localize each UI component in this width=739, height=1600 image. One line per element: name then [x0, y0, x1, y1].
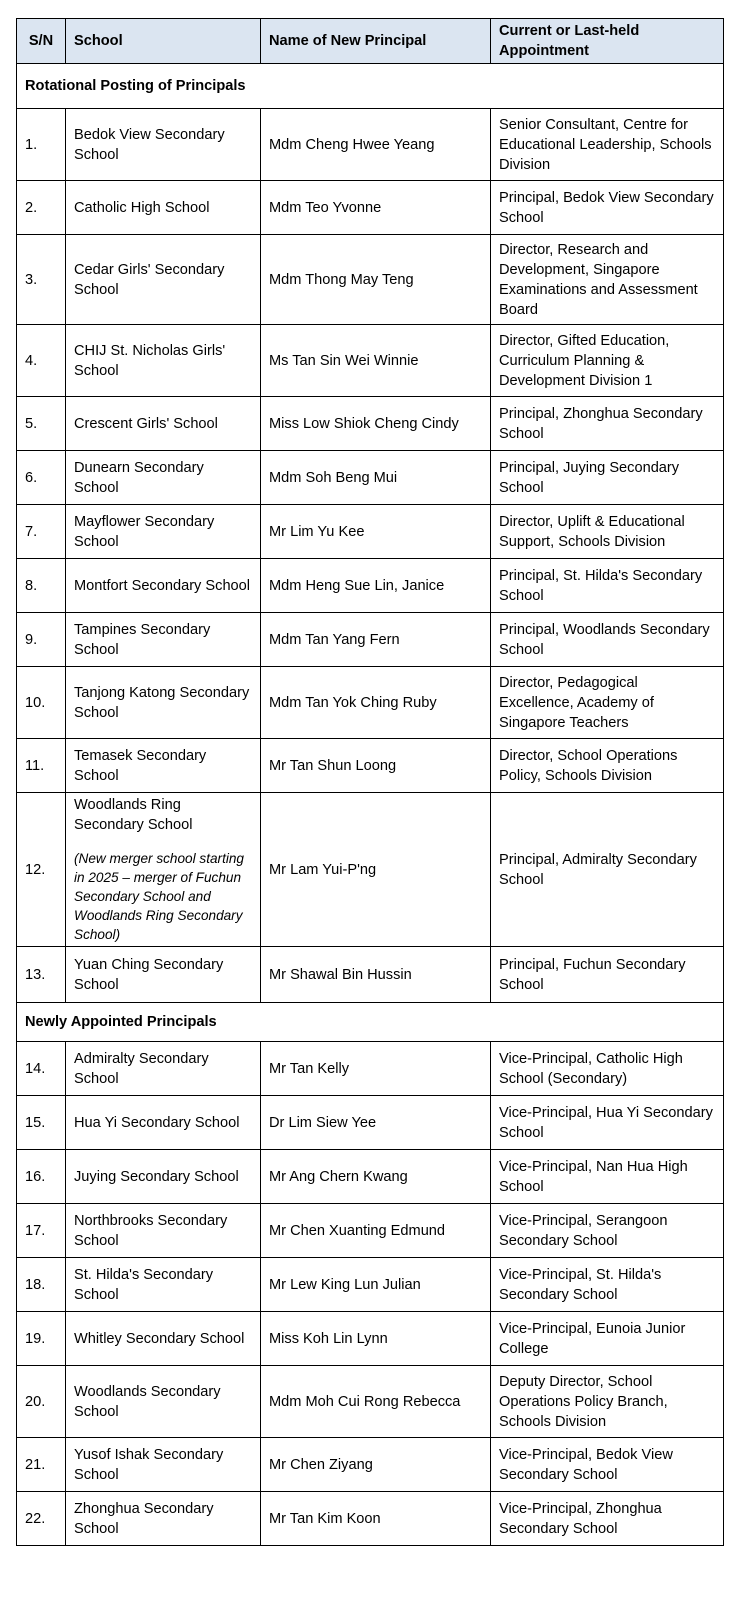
cell-appointment: Principal, Bedok View Secondary School: [491, 181, 724, 235]
table-header: [17, 19, 724, 64]
header-row: [17, 19, 724, 64]
cell-appointment: Director, Gifted Education, Curriculum Planning & Development Division 1: [491, 325, 724, 397]
cell-appointment: Principal, Admiralty Secondary School: [491, 793, 724, 947]
cell-sn: 1.: [17, 109, 66, 181]
cell-sn: 14.: [17, 1042, 66, 1096]
cell-principal: Mr Tan Kelly: [261, 1042, 491, 1096]
header-principal: Name of New Principal: [261, 19, 491, 64]
cell-principal: Mr Lam Yui-P'ng: [261, 793, 491, 947]
cell-school: Crescent Girls' School: [66, 397, 261, 451]
cell-sn: 5.: [17, 397, 66, 451]
cell-school: Dunearn Secondary School: [66, 451, 261, 505]
cell-principal: Mr Lew King Lun Julian: [261, 1258, 491, 1312]
table-row: [17, 1438, 724, 1492]
cell-principal: Mr Tan Shun Loong: [261, 739, 491, 793]
cell-principal: Miss Koh Lin Lynn: [261, 1312, 491, 1366]
table-row: [17, 109, 724, 181]
cell-sn: 19.: [17, 1312, 66, 1366]
table-row: [17, 235, 724, 325]
cell-appointment: Director, Pedagogical Excellence, Academy of Singapore Teachers: [491, 667, 724, 739]
cell-sn: 22.: [17, 1492, 66, 1546]
cell-appointment: Senior Consultant, Centre for Educational Leadership, Schools Division: [491, 109, 724, 181]
cell-principal: Mr Shawal Bin Hussin: [261, 947, 491, 1003]
cell-appointment: Principal, St. Hilda's Secondary School: [491, 559, 724, 613]
header-school: School: [66, 19, 261, 64]
cell-appointment: Principal, Fuchun Secondary School: [491, 947, 724, 1003]
school-name: Woodlands Ring Secondary School: [74, 797, 193, 833]
cell-school: Whitley Secondary School: [66, 1312, 261, 1366]
table-row: [17, 667, 724, 739]
cell-principal: Mr Chen Ziyang: [261, 1438, 491, 1492]
cell-principal: Mr Chen Xuanting Edmund: [261, 1204, 491, 1258]
cell-sn: 16.: [17, 1150, 66, 1204]
cell-sn: 7.: [17, 505, 66, 559]
cell-sn: 13.: [17, 947, 66, 1003]
cell-principal: Miss Low Shiok Cheng Cindy: [261, 397, 491, 451]
cell-sn: 2.: [17, 181, 66, 235]
cell-sn: 8.: [17, 559, 66, 613]
cell-principal: Mdm Teo Yvonne: [261, 181, 491, 235]
cell-sn: 15.: [17, 1096, 66, 1150]
section-row: [17, 64, 724, 109]
cell-school: Yusof Ishak Secondary School: [66, 1438, 261, 1492]
cell-school: Catholic High School: [66, 181, 261, 235]
table-row: [17, 181, 724, 235]
cell-school: Yuan Ching Secondary School: [66, 947, 261, 1003]
cell-principal: Mdm Moh Cui Rong Rebecca: [261, 1366, 491, 1438]
cell-appointment: Principal, Zhonghua Secondary School: [491, 397, 724, 451]
cell-school: Zhonghua Secondary School: [66, 1492, 261, 1546]
cell-school: Bedok View Secondary School: [66, 109, 261, 181]
table-row: [17, 1492, 724, 1546]
cell-principal: Mr Ang Chern Kwang: [261, 1150, 491, 1204]
cell-appointment: Director, School Operations Policy, Schools Division: [491, 739, 724, 793]
cell-appointment: Vice-Principal, Eunoia Junior College: [491, 1312, 724, 1366]
cell-school: Juying Secondary School: [66, 1150, 261, 1204]
cell-school: St. Hilda's Secondary School: [66, 1258, 261, 1312]
cell-appointment: Vice-Principal, Catholic High School (Secondary): [491, 1042, 724, 1096]
section-title: Rotational Posting of Principals: [17, 64, 724, 109]
header-sn: S/N: [17, 19, 66, 64]
table-row: [17, 793, 724, 947]
cell-principal: Mr Lim Yu Kee: [261, 505, 491, 559]
table-row: [17, 325, 724, 397]
cell-school: Montfort Secondary School: [66, 559, 261, 613]
cell-principal: Mdm Tan Yang Fern: [261, 613, 491, 667]
cell-appointment: Vice-Principal, Hua Yi Secondary School: [491, 1096, 724, 1150]
section-row: [17, 1003, 724, 1042]
table-row: [17, 451, 724, 505]
cell-school: Temasek Secondary School: [66, 739, 261, 793]
cell-sn: 10.: [17, 667, 66, 739]
table-row: [17, 613, 724, 667]
cell-sn: 4.: [17, 325, 66, 397]
cell-principal: Mr Tan Kim Koon: [261, 1492, 491, 1546]
cell-school: Cedar Girls' Secondary School: [66, 235, 261, 325]
table-row: [17, 1204, 724, 1258]
cell-school: CHIJ St. Nicholas Girls' School: [66, 325, 261, 397]
cell-principal: Dr Lim Siew Yee: [261, 1096, 491, 1150]
cell-appointment: Principal, Juying Secondary School: [491, 451, 724, 505]
cell-school: Hua Yi Secondary School: [66, 1096, 261, 1150]
cell-appointment: Vice-Principal, Zhonghua Secondary School: [491, 1492, 724, 1546]
cell-principal: Mdm Heng Sue Lin, Janice: [261, 559, 491, 613]
table-row: [17, 397, 724, 451]
cell-school: Tanjong Katong Secondary School: [66, 667, 261, 739]
cell-school: Mayflower Secondary School: [66, 505, 261, 559]
cell-sn: 18.: [17, 1258, 66, 1312]
table-row: [17, 1042, 724, 1096]
cell-principal: Mdm Thong May Teng: [261, 235, 491, 325]
cell-sn: 12.: [17, 793, 66, 947]
cell-school: Woodlands Secondary School: [66, 1366, 261, 1438]
cell-sn: 9.: [17, 613, 66, 667]
table-row: [17, 1096, 724, 1150]
header-appointment: Current or Last-held Appointment: [491, 19, 724, 64]
table-row: [17, 1258, 724, 1312]
cell-sn: 6.: [17, 451, 66, 505]
cell-appointment: Director, Uplift & Educational Support, Schools Division: [491, 505, 724, 559]
cell-school: Admiralty Secondary School: [66, 1042, 261, 1096]
table-row: [17, 947, 724, 1003]
cell-sn: 21.: [17, 1438, 66, 1492]
cell-principal: Ms Tan Sin Wei Winnie: [261, 325, 491, 397]
table-row: [17, 1150, 724, 1204]
table-row: [17, 739, 724, 793]
table-row: [17, 1312, 724, 1366]
cell-school: Tampines Secondary School: [66, 613, 261, 667]
cell-principal: Mdm Cheng Hwee Yeang: [261, 109, 491, 181]
table-body: [17, 64, 724, 1546]
cell-appointment: Deputy Director, School Operations Policy Branch, Schools Division: [491, 1366, 724, 1438]
principals-table: [16, 18, 724, 1546]
cell-sn: 3.: [17, 235, 66, 325]
cell-sn: 20.: [17, 1366, 66, 1438]
cell-appointment: Vice-Principal, Nan Hua High School: [491, 1150, 724, 1204]
cell-school: Northbrooks Secondary School: [66, 1204, 261, 1258]
cell-appointment: Director, Research and Development, Singapore Examinations and Assessment Board: [491, 235, 724, 325]
cell-appointment: Principal, Woodlands Secondary School: [491, 613, 724, 667]
cell-principal: Mdm Soh Beng Mui: [261, 451, 491, 505]
table-row: [17, 1366, 724, 1438]
cell-principal: Mdm Tan Yok Ching Ruby: [261, 667, 491, 739]
cell-appointment: Vice-Principal, Serangoon Secondary School: [491, 1204, 724, 1258]
section-title: Newly Appointed Principals: [17, 1003, 724, 1042]
school-note: (New merger school starting in 2025 – merger of Fuchun Secondary School and Woodlands Ring Secondary School): [74, 851, 244, 942]
cell-sn: 11.: [17, 739, 66, 793]
cell-appointment: Vice-Principal, St. Hilda's Secondary School: [491, 1258, 724, 1312]
cell-school: [66, 793, 261, 947]
table-row: [17, 505, 724, 559]
table-row: [17, 559, 724, 613]
cell-sn: 17.: [17, 1204, 66, 1258]
cell-appointment: Vice-Principal, Bedok View Secondary School: [491, 1438, 724, 1492]
